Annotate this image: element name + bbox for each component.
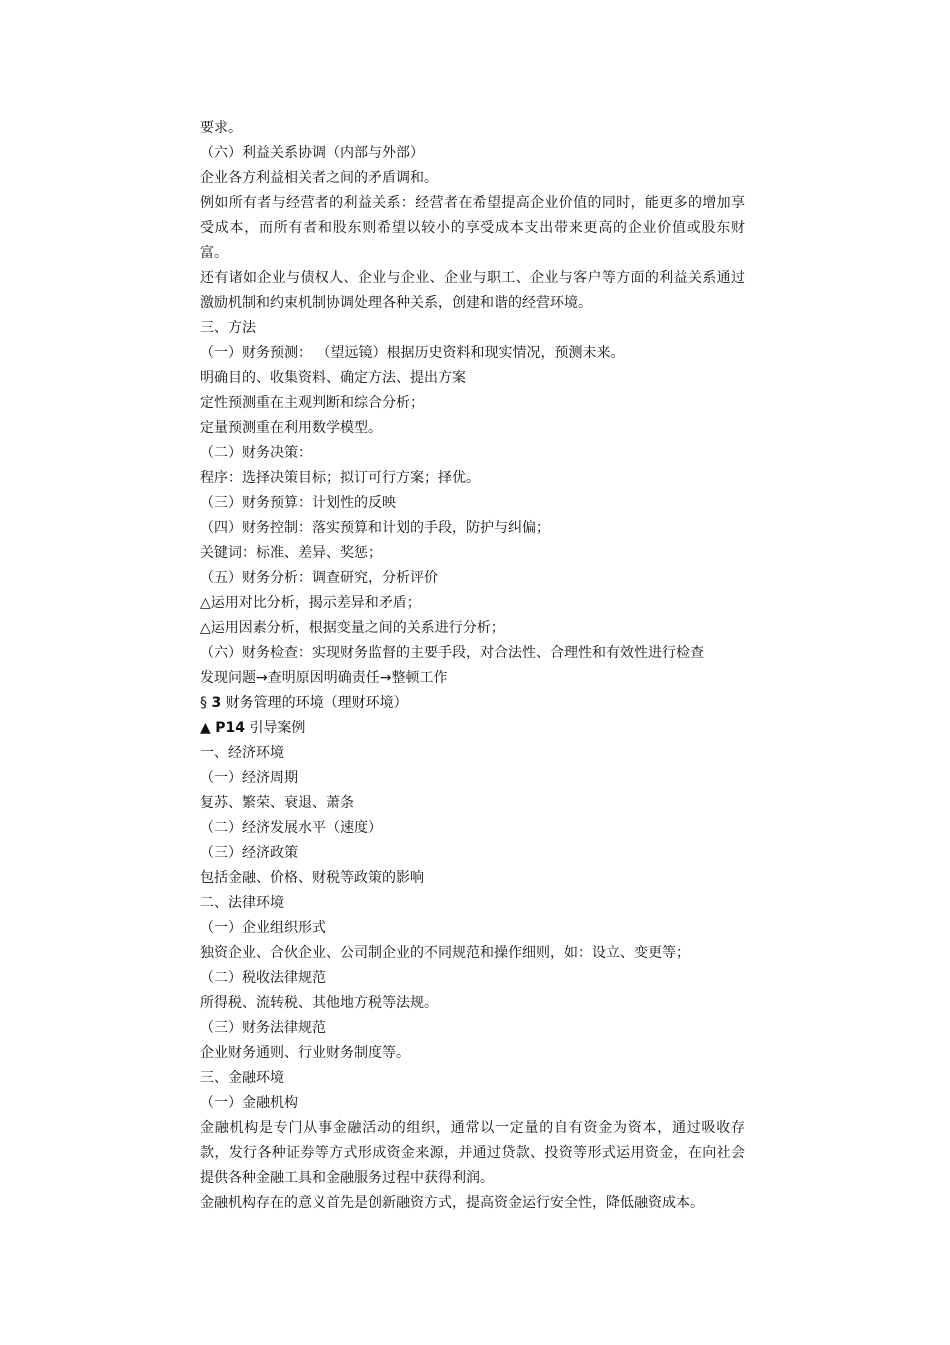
section-number: 3 bbox=[211, 695, 222, 711]
text-line: 定量预测重在利用数学模型。 bbox=[200, 420, 382, 436]
text-line: 所得税、流转税、其他地方税等法规。 bbox=[200, 995, 438, 1011]
text-line: 独资企业、合伙企业、公司制企业的不同规范和操作细则，如：设立、变更等； bbox=[200, 945, 690, 961]
case-heading bbox=[200, 716, 745, 741]
subsection-heading: （二）经济发展水平（速度） bbox=[200, 820, 382, 836]
text-line: 要求。 bbox=[200, 120, 242, 136]
paragraph: 例如所有者与经营者的利益关系：经营者在希望提高企业价值的同时，能更多的增加享受成本，而所有者和股东则希望以较小的享受成本支出带来更高的企业价值或股东财富。 bbox=[200, 195, 745, 261]
triangle-icon: ▲ bbox=[200, 720, 211, 736]
text-line: 包括金融、价格、财税等政策的影响 bbox=[200, 870, 424, 886]
subsection-heading: （三）财务预算：计划性的反映 bbox=[200, 495, 396, 511]
case-title: 引导案例 bbox=[249, 720, 306, 736]
text-line: △运用因素分析，根据变量之间的关系进行分析； bbox=[200, 620, 505, 636]
section-symbol: § bbox=[200, 695, 207, 711]
section-heading: 二、法律环境 bbox=[200, 895, 284, 911]
section-heading: 三、方法 bbox=[200, 320, 256, 336]
text-line: 企业财务通则、行业财务制度等。 bbox=[200, 1045, 410, 1061]
text-line: 明确目的、收集资料、确定方法、提出方案 bbox=[200, 370, 466, 386]
case-page-ref: P14 bbox=[215, 720, 245, 736]
paragraph: 金融机构存在的意义首先是创新融资方式，提高资金运行安全性，降低融资成本。 bbox=[200, 1195, 704, 1211]
subsection-heading: （一）金融机构 bbox=[200, 1095, 298, 1111]
subsection-heading: （五）财务分析：调查研究，分析评价 bbox=[200, 570, 438, 586]
section-heading: 一、经济环境 bbox=[200, 745, 284, 761]
subsection-heading: （一）企业组织形式 bbox=[200, 920, 326, 936]
text-line: 程序：选择决策目标；拟订可行方案；择优。 bbox=[200, 470, 480, 486]
paragraph: 还有诸如企业与债权人、企业与企业、企业与职工、企业与客户等方面的利益关系通过激励机制和约束机制协调处理各种关系，创建和谐的经营环境。 bbox=[200, 270, 745, 311]
subsection-heading: （四）财务控制：落实预算和计划的手段，防护与纠偏； bbox=[200, 520, 550, 536]
text-line: 复苏、繁荣、衰退、萧条 bbox=[200, 795, 354, 811]
subsection-heading: （二）财务决策： bbox=[200, 445, 312, 461]
subsection-heading: （六）利益关系协调（内部与外部） bbox=[200, 145, 424, 161]
paragraph: 金融机构是专门从事金融活动的组织，通常以一定量的自有资金为资本，通过吸收存款，发行各种证券等方式形成资金来源，并通过贷款、投资等形式运用资金，在向社会提供各种金融工具和金融服务过程中获得利润。 bbox=[200, 1120, 745, 1186]
text-line: 发现问题→查明原因明确责任→整顿工作 bbox=[200, 670, 448, 686]
section-title: 财务管理的环境（理财环境） bbox=[225, 695, 408, 711]
section-3-heading bbox=[200, 691, 745, 716]
text-line: 企业各方利益相关者之间的矛盾调和。 bbox=[200, 170, 438, 186]
text-line: 关键词：标准、差异、奖惩； bbox=[200, 545, 382, 561]
section-heading: 三、金融环境 bbox=[200, 1070, 284, 1086]
subsection-heading: （三）财务法律规范 bbox=[200, 1020, 326, 1036]
subsection-heading: （六）财务检查：实现财务监督的主要手段，对合法性、合理性和有效性进行检查 bbox=[200, 645, 704, 661]
subsection-heading: （一）财务预测： （望远镜）根据历史资料和现实情况，预测未来。 bbox=[200, 345, 625, 361]
document-page bbox=[200, 116, 745, 1216]
subsection-heading: （三）经济政策 bbox=[200, 845, 298, 861]
text-line: △运用对比分析，揭示差异和矛盾； bbox=[200, 595, 421, 611]
subsection-heading: （二）税收法律规范 bbox=[200, 970, 326, 986]
subsection-heading: （一）经济周期 bbox=[200, 770, 298, 786]
text-line: 定性预测重在主观判断和综合分析； bbox=[200, 395, 424, 411]
